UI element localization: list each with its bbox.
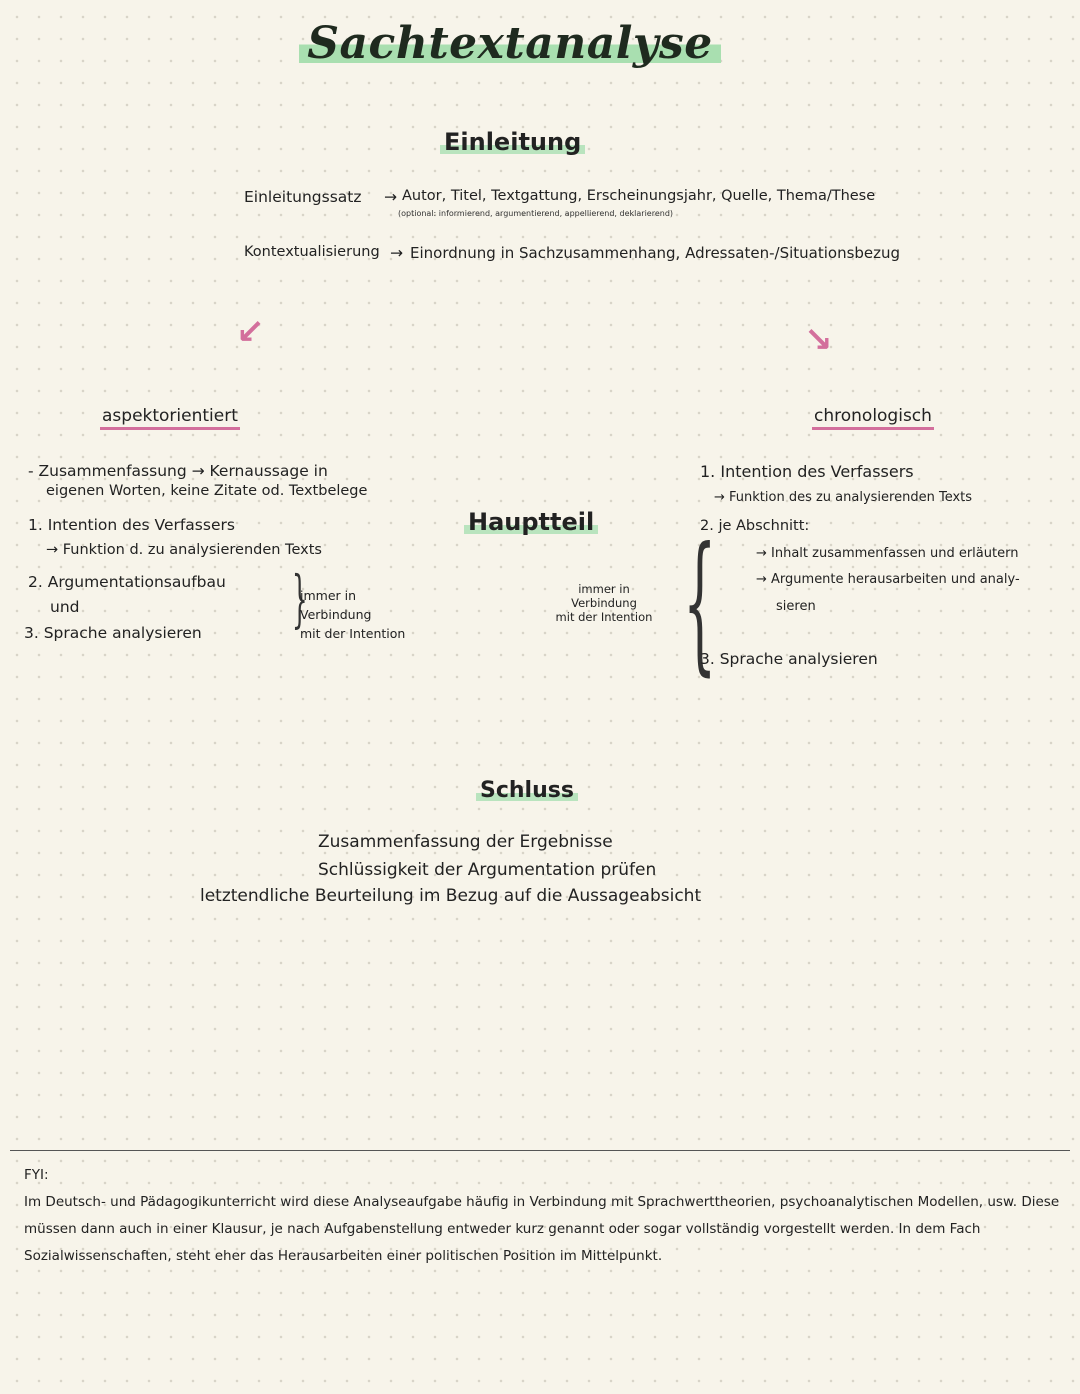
chrono-item: 1. Intention des Verfassers [700,462,914,481]
schluss-line: Schlüssigkeit der Argumentation prüfen [318,860,657,880]
einleitung-heading: Einleitung [440,128,585,156]
fyi-section [24,1162,1064,1270]
arrow-down-right-icon: ↘ [804,320,833,360]
aspekt-note: immer in Verbindung mit der Intention [300,588,406,641]
einleitungssatz-label: Einleitungssatz [244,188,362,206]
aspekt-item: - Zusammenfassung → Kernaussage in [28,462,328,480]
divider [10,1150,1070,1151]
brace-right-icon: } [291,562,308,635]
chrono-item: → Inhalt zusammenfassen und erläutern [756,546,1019,561]
aspekt-item: 1. Intention des Verfassers [28,516,235,534]
chronologisch-heading: chronologisch [812,406,934,426]
fyi-label: FYI: [24,1167,49,1183]
brace-left-icon: { [683,516,717,690]
aspekt-item: 3. Sprache analysieren [24,624,202,642]
aspekt-item: 2. Argumentationsaufbau [28,573,226,591]
einleitungssatz-note: (optional: informierend, argumentierend, appellierend, deklarierend) [398,209,674,218]
schluss-line: Zusammenfassung der Ergebnisse [318,832,613,852]
schluss-heading: Schluss [476,778,578,803]
chrono-item: 2. je Abschnitt: [700,518,810,534]
aspektorientiert-heading: aspektorientiert [100,406,240,426]
hauptteil-middle-note: immer in Verbindung mit der Intention [555,582,653,624]
arrow-right-icon: → [390,244,403,262]
arrow-down-left-icon: ↙ [236,312,265,352]
page-title: Sachtextanalyse [0,18,1020,69]
chrono-item: → Funktion des zu analysierenden Texts [714,490,973,505]
schluss-line: letztendliche Beurteilung im Bezug auf die Aussageabsicht [200,886,702,906]
kontextualisierung-label: Kontextualisierung [244,244,380,260]
aspekt-item: → Funktion d. zu analysierenden Texts [46,542,322,558]
einleitungssatz-text: Autor, Titel, Textgattung, Erscheinungsjahr, Quelle, Thema/These [402,188,876,204]
arrow-right-icon: → [384,188,397,206]
kontextualisierung-text: Einordnung in Sachzusammenhang, Adressaten-/Situationsbezug [410,244,901,262]
chrono-item: 3. Sprache analysieren [700,650,878,668]
aspekt-item: und [50,598,80,616]
fyi-text: Im Deutsch- und Pädagogikunterricht wird diese Analyseaufgabe häufig in Verbindung mit Sprachwerttheorien, psychoanalytischen Modellen, usw. Diese müssen dann auch in einer Klausur, je nach Aufgabenstellung entweder kurz genannt oder sogar vollständig vorgestellt werden. In dem Fach Sozialwissenschaften, steht eher das Herausarbeiten einer politischen Position im Mittelpunkt. [24,1194,1060,1264]
chrono-item: → Argumente herausarbeiten und analy- [756,572,1020,587]
aspekt-item: eigenen Worten, keine Zitate od. Textbelege [46,483,368,499]
hauptteil-heading: Hauptteil [464,508,598,536]
chrono-item: sieren [776,599,816,614]
